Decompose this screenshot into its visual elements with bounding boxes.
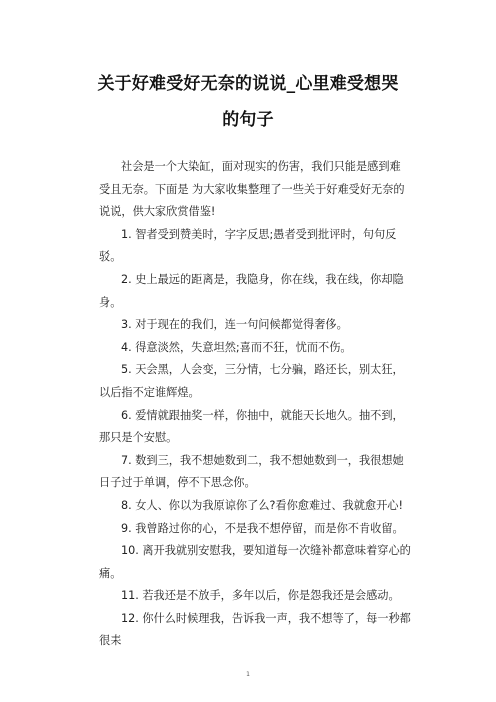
list-item: 6. 爱情就跟抽奖一样，你抽中，就能天长地久。抽不到，那只是个安慰。 <box>99 408 404 445</box>
list-item: 12. 你什么时候理我，告诉我一声，我不想等了，每一秒都很耒 <box>99 611 411 648</box>
list-item: 3. 对于现在的我们，连一句问候都觉得奢侈。 <box>121 318 348 332</box>
list-item: 10. 离开我就别安慰我，要知道每一次缝补都意味着穿心的痛。 <box>99 544 411 580</box>
list-item: 8. 女人、你以为我原谅你了么?看你愈难过、我就愈开心! <box>121 498 403 512</box>
document-title-line-2: 的句子 <box>222 110 274 130</box>
list-item: 9. 我曾路过你的心，不是我不想停留，而是你不肯收留。 <box>121 521 404 535</box>
list-item: 11. 若我还是不放手，多年以后，你是怨我还是会感动。 <box>121 589 400 603</box>
list-item: 1. 智者受到赞美时，字字反思;愚者受到批评时，句句反驳。 <box>99 227 397 264</box>
list-item: 7. 数到三，我不想她数到二，我不想她数到一，我很想她日子过于单调，停不下思念你。 <box>99 453 404 490</box>
intro-paragraph: 社会是一个大染缸，面对现实的伤害，我们只能是感到难受且无奈。下面是 为大家收集整理了一些关于好难受好无奈的说说，供大家欣赏借鉴! <box>99 160 405 219</box>
list-item: 2. 史上最远的距离是，我隐身，你在线，我在线，你却隐身。 <box>99 272 404 309</box>
document-title-line-1: 关于好难受好无奈的说说_心里难受想哭 <box>97 74 399 94</box>
list-item: 4. 得意淡然，失意坦然;喜而不狂，忧而不伤。 <box>121 340 352 354</box>
document-body <box>99 156 411 653</box>
page-number: 1 <box>246 671 250 678</box>
list-item: 5. 天会黑，人会变，三分情，七分骗，路还长，别太狂，以后指不定谁辉煌。 <box>99 363 404 399</box>
